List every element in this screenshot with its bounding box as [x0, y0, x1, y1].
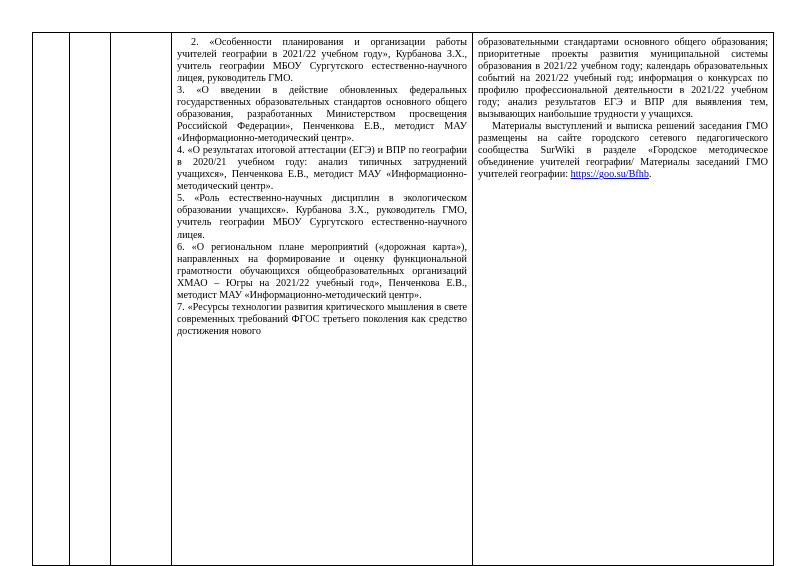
table-cell-col3: [111, 33, 172, 566]
standards-paragraph-2: [478, 121, 768, 181]
standards-paragraph-1: образовательными стандартами основного общего образования; приоритетные проекты развития муниципальной системы образования в 2021/22 учебном году; календарь образовательных событий на 2021/22 учебный год; информация о конкурсах по профилю профессиональной деятельности в 2021/22 учебном году; анализ результатов ЕГЭ и ВПР для выявления тем, вызывающих наибольшие трудности у учащихся.: [478, 37, 768, 121]
document-table: [32, 32, 774, 566]
table-cell-col1: [33, 33, 70, 566]
cell-col2-text: [70, 33, 110, 51]
standards-text: [473, 33, 773, 185]
table-cell-agenda: [172, 33, 473, 566]
agenda-item-5: 5. «Роль естественно-научных дисциплин в экологическом образовании учащихся». Курбанова З.Х., руководитель ГМО, учитель географии МБОУ Сургутского естественно-научного лицея.: [177, 193, 467, 241]
table-cell-standards: [473, 33, 774, 566]
table-row: [33, 33, 774, 566]
surwiki-link[interactable]: https://goo.su/Bfhb: [570, 169, 649, 181]
agenda-list: [172, 33, 472, 342]
table-cell-col2: [70, 33, 111, 566]
cell-col3-text: [111, 33, 171, 51]
agenda-item-2: 2. «Особенности планирования и организации работы учителей географии в 2021/22 учебном году», Курбанова З.Х., учитель географии МБОУ Сургутского естественно-научного лицея, руководитель ГМО.: [177, 37, 467, 85]
agenda-item-4: 4. «О результатах итоговой аттестации (ЕГЭ) и ВПР по географии в 2020/21 учебном году: анализ типичных затруднений учащихся», Пенченкова Е.В., методист МАУ «Информационно-методический центр».: [177, 145, 467, 193]
agenda-item-7: 7. «Ресурсы технологии развития критического мышления в свете современных требований ФГОС третьего поколения как средство достижения нового: [177, 301, 467, 337]
cell-col1-text: [33, 33, 69, 51]
standards-suffix: .: [649, 169, 652, 181]
agenda-item-3: 3. «О введении в действие обновленных федеральных государственных образовательных стандартов основного общего образования, разработанных Министерством просвещения Российской Федерации», Пенченкова Е.В., методист МАУ «Информационно-методический центр».: [177, 85, 467, 145]
agenda-item-6: 6. «О региональном плане мероприятий («дорожная карта»), направленных на формирование и оценку функциональной грамотности обучающихся общеобразовательных организаций ХМАО – Югры на 2021/22 учебный год», Пенченкова Е.В., методист МАУ «Информационно-методический центр».: [177, 241, 467, 301]
standards-materials-text: Материалы выступлений и выписка решений заседания ГМО размещены на сайте городского сетевого педагогического сообщества SurWiki в разделе «Городское методическое объединение учителей географии/ Материалы заседаний ГМО учителей географии:: [478, 121, 768, 181]
